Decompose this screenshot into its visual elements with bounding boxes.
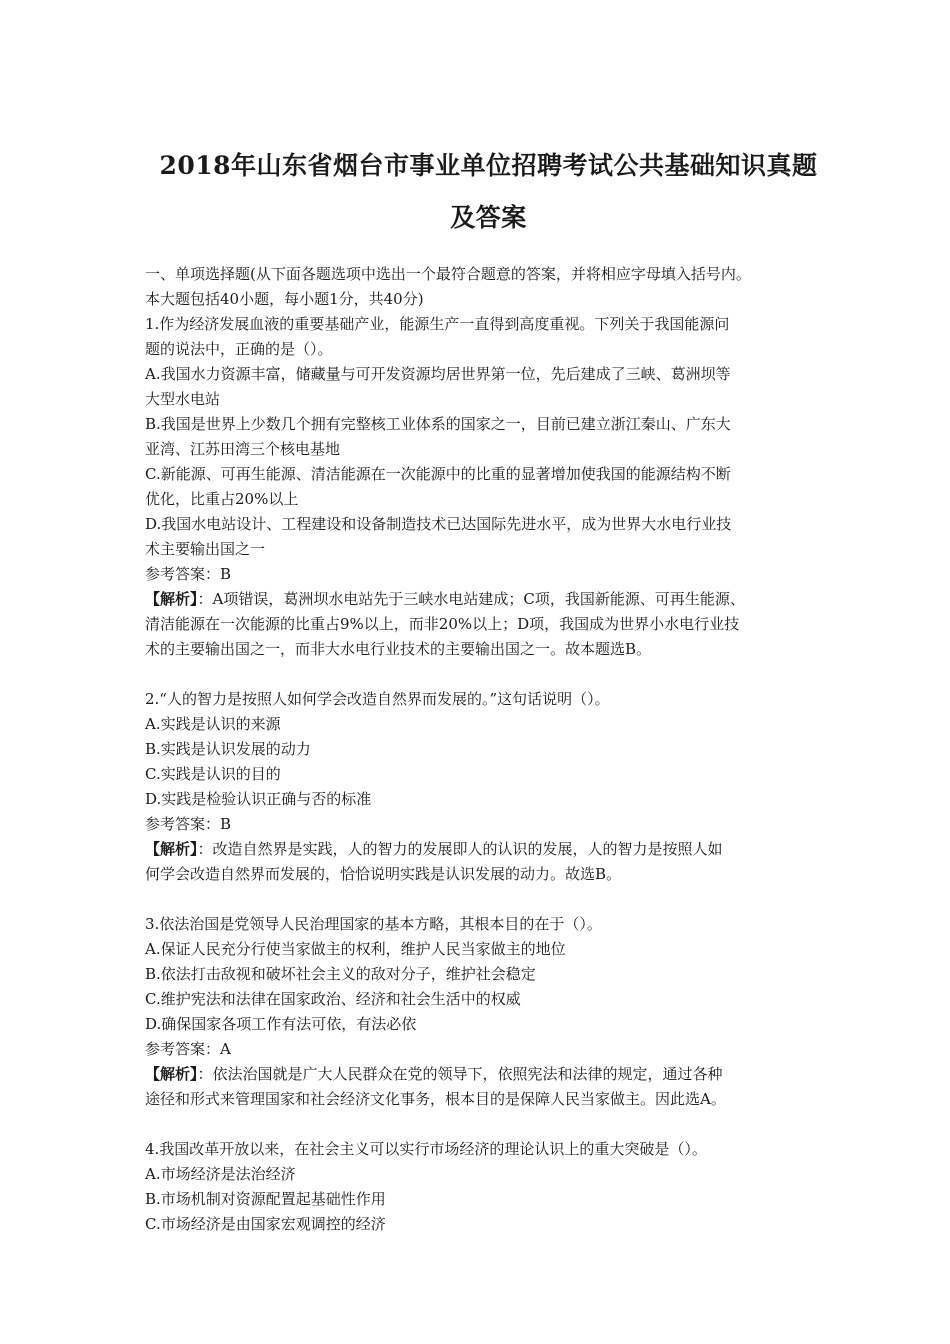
option-a: A.我国水力资源丰富，储藏量与可开发资源均居世界第一位，先后建成了三峡、葛洲坝等: [145, 365, 731, 383]
document-title: [115, 140, 862, 244]
analysis: [145, 837, 832, 862]
option-d: D.实践是检验认识正确与否的标准: [145, 790, 372, 808]
document-body: [145, 262, 832, 1237]
section-header: [145, 262, 832, 312]
spacer: [145, 887, 832, 912]
question-1: [145, 312, 832, 662]
option-c: C.实践是认识的目的: [145, 765, 281, 783]
question-stem: 2.“人的智力是按照人如何学会改造自然界而发展的。”这句话说明（）。: [145, 690, 610, 708]
option-b: 亚湾、江苏田湾三个核电基地: [145, 440, 341, 458]
analysis-text: 何学会改造自然界而发展的，恰恰说明实践是认识发展的动力。故选B。: [145, 865, 622, 883]
question-stem: 3.依法治国是党领导人民治理国家的基本方略，其根本目的在于（）。: [145, 915, 602, 933]
spacer: [145, 662, 832, 687]
option-b: B.依法打击敌视和破坏社会主义的敌对分子，维护社会稳定: [145, 965, 536, 983]
option-a: A.实践是认识的来源: [145, 715, 281, 733]
question-stem: 1.作为经济发展血液的重要基础产业，能源生产一直得到高度重视。下列关于我国能源问: [145, 315, 730, 333]
reference-answer: 参考答案：B: [145, 815, 232, 833]
option-d: D.我国水电站设计、工程建设和设备制造技术已达国际先进水平，成为世界大水电行业技: [145, 515, 732, 533]
analysis: [145, 587, 832, 612]
analysis-text: 清洁能源在一次能源的比重占9%以上，而非20%以上；D项，我国成为世界小水电行业技: [145, 615, 740, 633]
question-4: [145, 1137, 832, 1237]
question-3: [145, 912, 832, 1112]
question-2: [145, 687, 832, 887]
option-d: D.确保国家各项工作有法可依，有法必依: [145, 1015, 417, 1033]
analysis-label: 【解析】: [145, 590, 198, 608]
title-line-1: 2018年山东省烟台市事业单位招聘考试公共基础知识真题: [159, 151, 818, 180]
option-c: C.维护宪法和法律在国家政治、经济和社会生活中的权威: [145, 990, 521, 1008]
analysis: [145, 1062, 832, 1087]
question-stem: 题的说法中，正确的是（）。: [145, 340, 333, 358]
analysis-label: 【解析】: [145, 1065, 198, 1083]
reference-answer: 参考答案：A: [145, 1040, 231, 1058]
option-b: B.实践是认识发展的动力: [145, 740, 311, 758]
option-c: 优化，比重占20%以上: [145, 490, 299, 508]
option-d: 术主要输出国之一: [145, 540, 266, 558]
option-c: C.新能源、可再生能源、清洁能源在一次能源中的比重的显著增加使我国的能源结构不断: [145, 465, 731, 483]
spacer: [145, 1112, 832, 1137]
analysis-text: ：依法治国就是广大人民群众在党的领导下，依照宪法和法律的规定，通过各种: [197, 1065, 723, 1083]
option-a: 大型水电站: [145, 390, 221, 408]
option-a: A.市场经济是法治经济: [145, 1165, 296, 1183]
option-b: B.我国是世界上少数几个拥有完整核工业体系的国家之一，目前已建立浙江秦山、广东大: [145, 415, 731, 433]
title-line-2: 及答案: [450, 203, 527, 232]
analysis-text: 途径和形式来管理国家和社会经济文化事务，根本目的是保障人民当家做主。因此选A。: [145, 1090, 726, 1108]
section-header-line-1: 一、单项选择题(从下面各题选项中选出一个最符合题意的答案，并将相应字母填入括号内。: [145, 265, 751, 283]
analysis-text: 术的主要输出国之一，而非大水电行业技术的主要输出国之一。故本题选B。: [145, 640, 652, 658]
reference-answer: 参考答案：B: [145, 565, 232, 583]
analysis-text: ：A项错误，葛洲坝水电站先于三峡水电站建成；C项，我国新能源、可再生能源、: [197, 590, 745, 608]
option-c: C.市场经济是由国家宏观调控的经济: [145, 1215, 386, 1233]
question-stem: 4.我国改革开放以来，在社会主义可以实行市场经济的理论认识上的重大突破是（）。: [145, 1140, 707, 1158]
analysis-text: ：改造自然界是实践，人的智力的发展即人的认识的发展，人的智力是按照人如: [197, 840, 723, 858]
option-a: A.保证人民充分行使当家做主的权利，维护人民当家做主的地位: [145, 940, 566, 958]
option-b: B.市场机制对资源配置起基础性作用: [145, 1190, 386, 1208]
section-header-line-2: 本大题包括40小题，每小题1分，共40分): [145, 290, 424, 308]
analysis-label: 【解析】: [145, 840, 198, 858]
